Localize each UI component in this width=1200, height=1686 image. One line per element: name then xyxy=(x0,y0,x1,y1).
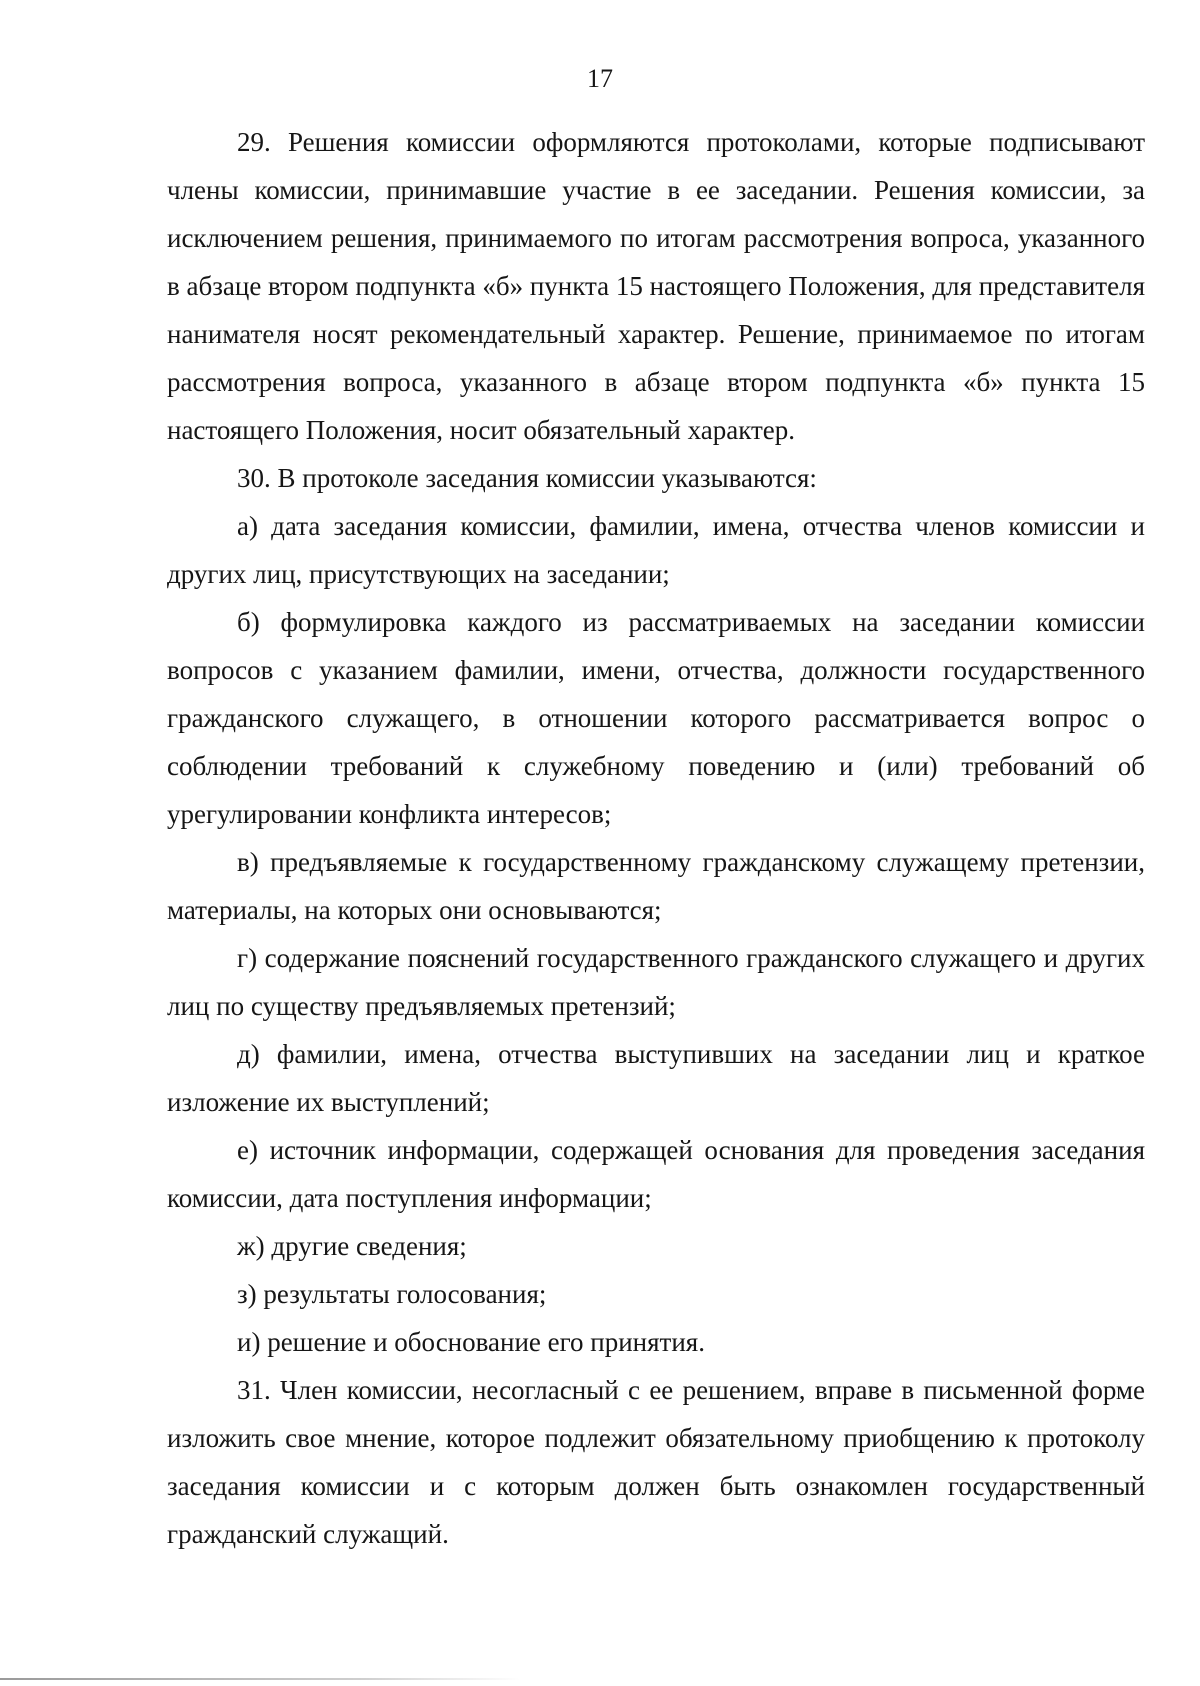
paragraph-29: 29. Решения комиссии оформляются протоколами, которые подписывают члены комиссии, принимавшие участие в ее заседании. Решения комиссии, за исключением решения, принимаемого по итогам рассмотрения вопроса, указанного в абзаце втором подпункта «б» пункта 15 настоящего Положения, для представителя нанимателя носят рекомендательный характер. Решение, принимаемое по итогам рассмотрения вопроса, указанного в абзаце втором подпункта «б» пункта 15 настоящего Положения, носит обязательный характер. xyxy=(167,127,1145,445)
list-item-d: д) фамилии, имена, отчества выступивших на заседании лиц и краткое изложение их выступлений; xyxy=(167,1039,1145,1117)
list-item-a: а) дата заседания комиссии, фамилии, имена, отчества членов комиссии и других лиц, присутствующих на заседании; xyxy=(167,511,1145,589)
paragraph-31: 31. Член комиссии, несогласный с ее решением, вправе в письменной форме изложить свое мнение, которое подлежит обязательному приобщению к протоколу заседания комиссии и с которым должен быть ознакомлен государственный гражданский служащий. xyxy=(167,1375,1145,1549)
list-item-e: е) источник информации, содержащей основания для проведения заседания комиссии, дата поступления информации; xyxy=(167,1135,1145,1213)
list-item-zh: ж) другие сведения; xyxy=(237,1231,467,1261)
scan-edge-line xyxy=(0,1678,520,1680)
list-item-i: и) решение и обоснование его принятия. xyxy=(237,1327,705,1357)
list-item-g: г) содержание пояснений государственного гражданского служащего и других лиц по существу предъявляемых претензий; xyxy=(167,943,1145,1021)
page-number: 17 xyxy=(587,64,613,93)
list-item-v: в) предъявляемые к государственному гражданскому служащему претензии, материалы, на которых они основываются; xyxy=(167,847,1145,925)
list-item-z: з) результаты голосования; xyxy=(237,1279,547,1309)
list-item-b: б) формулировка каждого из рассматриваемых на заседании комиссии вопросов с указанием фамилии, имени, отчества, должности государственного гражданского служащего, в отношении которого рассматривается вопрос о соблюдении требований к служебному поведению и (или) требований об урегулировании конфликта интересов; xyxy=(167,607,1145,829)
document-body xyxy=(167,118,1145,1558)
paragraph-30: 30. В протоколе заседания комиссии указываются: xyxy=(237,463,817,493)
